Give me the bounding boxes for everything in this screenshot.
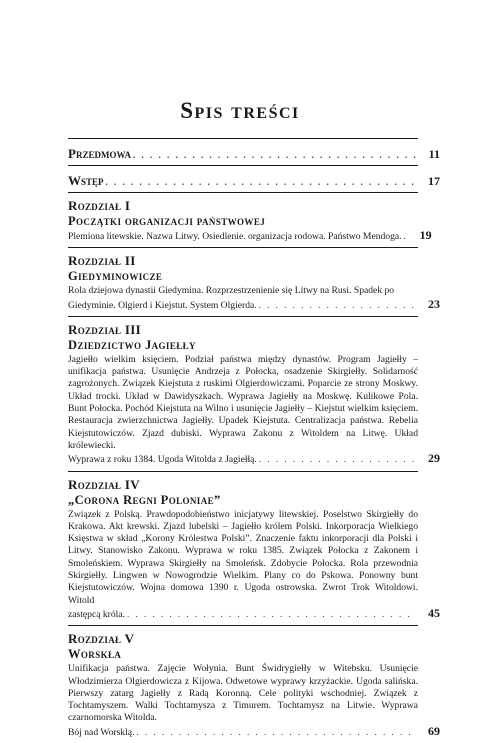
- page-number: 17: [428, 174, 440, 188]
- table-of-contents: [68, 138, 440, 743]
- chapter-heading: Rozdział II: [68, 253, 136, 269]
- description-text: Bój nad Worsklą.: [68, 726, 135, 738]
- dot-leader: [259, 453, 416, 465]
- chapter-title: Giedyminowicze: [68, 269, 163, 284]
- chapter-description: Jagiełło wielkim księciem. Podział państwa między dynastów. Program Jagiełły –unifikacja państwa. Usunięcie Andrzeja z Połocka, osadzenie Skirgiełły. Solidarność zagrożonych. Związek Kiejstuta z ruskimi Olgierdowiczami. Poparcie ze strony Moskwy. Układ trocki. Układ w Dawidyszkach. Wyprawa Jagiełły na Moskwę. Kulikowe Pola. Bunt Połocka. Pochód Kiejstuta na Wilno i usunięcie Jagiełły – Kiejstut wielkim księciem. Restauracja zwierzchnictwa Jagiełły. Upadek Kiejstuta. Centralizacja państwa. Rebelia Kiejstutowiczów. Zjazd dubiski. Wyprawa Zakonu z Witoldem na Litwę. Układ królewiecki.: [68, 353, 418, 451]
- dot-leader: [127, 608, 416, 620]
- page-number: 45: [428, 605, 440, 620]
- dot-leader: [133, 150, 416, 160]
- description-text: zastępcą króla.: [68, 608, 125, 620]
- chapter-description: Rola dziejowa dynastii Giedymina. Rozprzestrzenienie się Litwy na Rusi. Spadek po: [68, 285, 395, 297]
- chapter-description: Związek z Polską. Prawdopodobieństwo inicjatywy litewskiej. Poselstwo Skirgiełły do Krakowa. Akt krewski. Zjazd lubelski – Jagiełło królem Polski. Inkorporacja Wielkiego Księstwa w skład „Korony Królestwa Polski”. Znaczenie faktu inkorporacji dla Polski i Litwy. Stanowisko Zakonu. Wyprawa w roku 1385. Związek Połocka z Zakonem i Smoleńskiem. Wyprawa Skirgiełły na Smoleńsk. Zdobycie Połocka. Rola przewodnia Skirgiełły. Lingwen w Nowogrodzie Wielkim. Plany co do Pskowa. Ponowny bunt Kiejstutowiczów. Wojna domowa 1390 r. Ugoda ostrowska. Zwrot Trok Witoldowi. Witold: [68, 508, 418, 606]
- chapter-description: Unifikacja państwa. Zajęcie Wołynia. Bunt Świdrygiełły w Witebsku. Usunięcie Włodzimierza Olgierdowicza z Kijowa. Odwetowe wyprawy krzyżackie. Ugoda salińska. Pierwszy zatarg Jagiełły z Radą Koronną. Cele polityki wschodniej. Związek z Tochtamyszem. Walki Tochtamysza z Timurem. Tochtamysz na Litwie. Wyprawa czarnomorska Witolda.: [68, 663, 418, 724]
- chapter-title: Worskła: [68, 647, 122, 662]
- toc-chapter-2[interactable]: [68, 248, 440, 312]
- chapter-heading: Rozdział IV: [68, 476, 140, 492]
- chapter-title: „Corona Regni Poloniae”: [68, 492, 221, 507]
- page-number: 23: [428, 296, 440, 311]
- chapter-description-end: [68, 296, 440, 312]
- toc-entry-introduction[interactable]: [68, 166, 440, 192]
- toc-chapter-1[interactable]: [68, 193, 432, 243]
- dot-leader: [259, 299, 416, 311]
- toc-entry-preface[interactable]: [68, 139, 440, 165]
- chapter-title: Dziedzictwo Jagiełły: [68, 337, 196, 352]
- chapter-heading: Rozdział III: [68, 321, 141, 337]
- chapter-description: [68, 228, 432, 243]
- page-number: 19: [419, 228, 432, 242]
- dot-leader: [404, 230, 408, 242]
- dot-leader: [136, 726, 416, 738]
- chapter-title: Początki organizacji państwowej: [68, 214, 266, 228]
- chapter-heading: Rozdział V: [68, 631, 135, 647]
- page-number: 29: [428, 451, 440, 466]
- chapter-description-end: [68, 605, 440, 621]
- chapter-heading: Rozdział I: [68, 198, 131, 213]
- description-text: Giedyminie. Olgierd i Kiejstut. System Olgierda.: [68, 299, 257, 311]
- chapter-description-end: [68, 451, 440, 466]
- description-text: Wyprawa z roku 1384. Ugoda Witolda z Jagiełłą.: [68, 454, 257, 466]
- dot-leader: [106, 177, 416, 187]
- toc-chapter-5[interactable]: [68, 626, 440, 739]
- page-title: Spis treści: [180, 98, 300, 123]
- entry-label: Przedmowa: [68, 146, 131, 161]
- toc-chapter-4[interactable]: [68, 472, 440, 622]
- toc-chapter-3[interactable]: [68, 317, 440, 467]
- page-number: 69: [428, 723, 440, 738]
- entry-label: Wstęp: [68, 173, 104, 188]
- description-text: Plemiona litewskie. Nazwa Litwy. Osiedlenie. organizacja rodowa. Państwo Mendoga.: [68, 231, 402, 242]
- chapter-description-end: [68, 723, 440, 739]
- page-number: 11: [428, 147, 440, 161]
